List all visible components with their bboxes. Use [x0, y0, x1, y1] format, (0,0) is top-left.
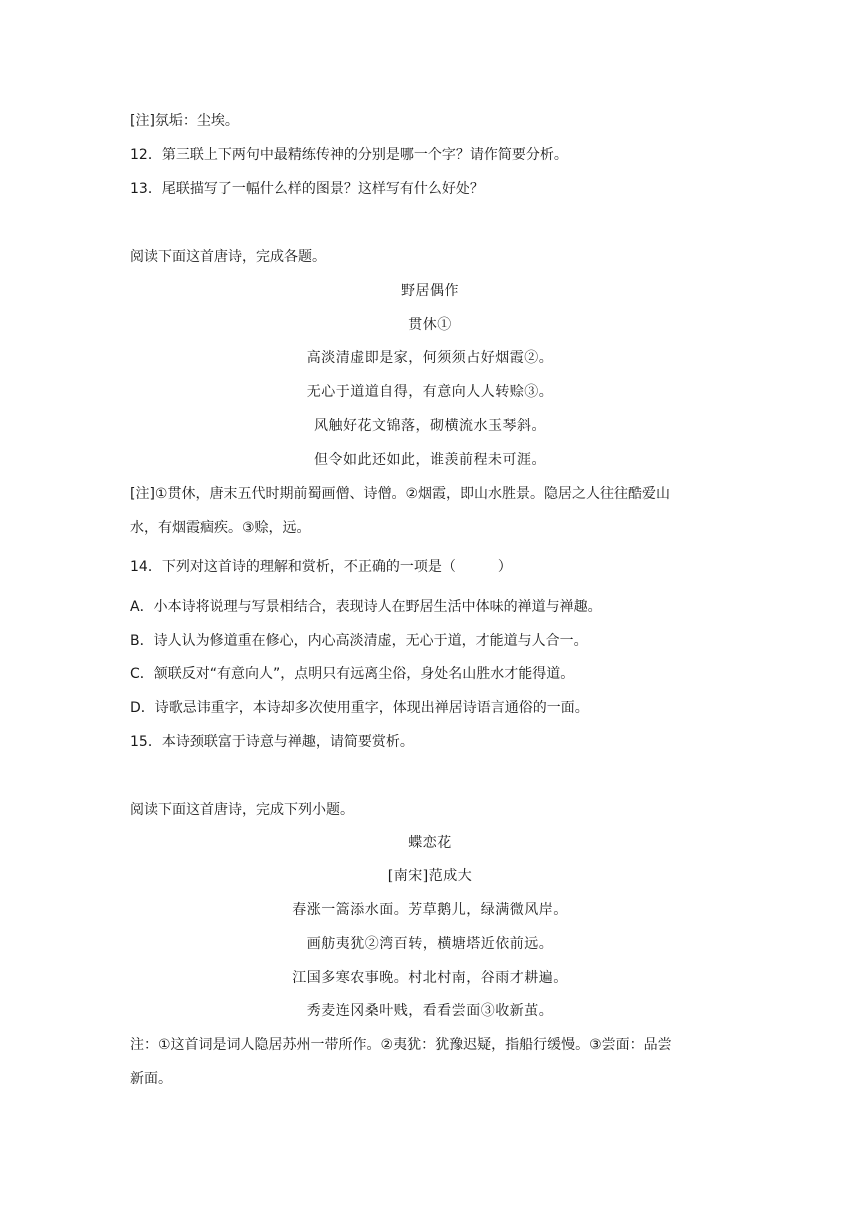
- section-2-intro: 阅读下面这首唐诗，完成各题。: [130, 249, 326, 265]
- poem-2-note: [注]①贯休，唐末五代时期前蜀画僧、诗僧。②烟霞，即山水胜景。隐居之人往往酷爱山: [130, 486, 671, 502]
- question-15: 15．本诗颈联富于诗意与禅趣，请简要赏析。: [130, 734, 414, 750]
- option-d: D．诗歌忌讳重字，本诗却多次使用重字，体现出禅居诗语言通俗的一面。: [130, 700, 589, 716]
- poem-2-note-cont: 水，有烟霞痼疾。③赊，远。: [130, 520, 311, 536]
- poem-2-line: 但令如此还如此，谁羡前程未可涯。: [314, 452, 546, 468]
- section-3-intro: 阅读下面这首唐诗，完成下列小题。: [130, 802, 354, 818]
- question-14: 14．下列对这首诗的理解和赏析，不正确的一项是（ ）: [130, 559, 512, 575]
- option-a: A．小本诗将说理与写景相结合，表现诗人在野居生活中体味的禅道与禅趣。: [130, 599, 602, 615]
- poem-3-line: 秀麦连冈桑叶贱，看看尝面③收新茧。: [306, 1003, 554, 1019]
- option-c: C．颔联反对“有意向人”，点明只有远离尘俗，身处名山胜水才能得道。: [130, 666, 575, 682]
- poem-2-line: 风触好花文锦落，砌横流水玉琴斜。: [314, 418, 546, 434]
- poem-3-line: 江国多寒农事晚。村北村南，谷雨才耕遍。: [292, 970, 568, 986]
- option-b: B．诗人认为修道重在修心，内心高淡清虚，无心于道，才能道与人合一。: [130, 633, 588, 649]
- poem-2-line: 高淡清虚即是家，何须须占好烟霞②。: [306, 350, 554, 366]
- poem-3-title: 蝶恋花: [408, 835, 452, 851]
- question-13: 13．尾联描写了一幅什么样的图景？这样写有什么好处？: [130, 181, 484, 197]
- poem-3-note-cont: 新面。: [130, 1071, 172, 1087]
- note-fengou: [注]氛垢：尘埃。: [130, 113, 239, 129]
- poem-3-line: 春涨一篙添水面。芳草鹅儿，绿满微风岸。: [292, 902, 568, 918]
- poem-2-title: 野居偶作: [401, 283, 459, 299]
- poem-3-note: 注：①这首词是词人隐居苏州一带所作。②夷犹：犹豫迟疑，指船行缓慢。③尝面：品尝: [130, 1037, 672, 1053]
- poem-2-author: 贯休①: [408, 317, 452, 333]
- poem-3-line: 画舫夷犹②湾百转，横塘塔近依前远。: [306, 936, 554, 952]
- poem-2-line: 无心于道道自得，有意向人人转赊③。: [306, 384, 554, 400]
- poem-3-author: [南宋]范成大: [387, 868, 473, 884]
- question-12: 12．第三联上下两句中最精练传神的分别是哪一个字？请作简要分析。: [130, 147, 568, 163]
